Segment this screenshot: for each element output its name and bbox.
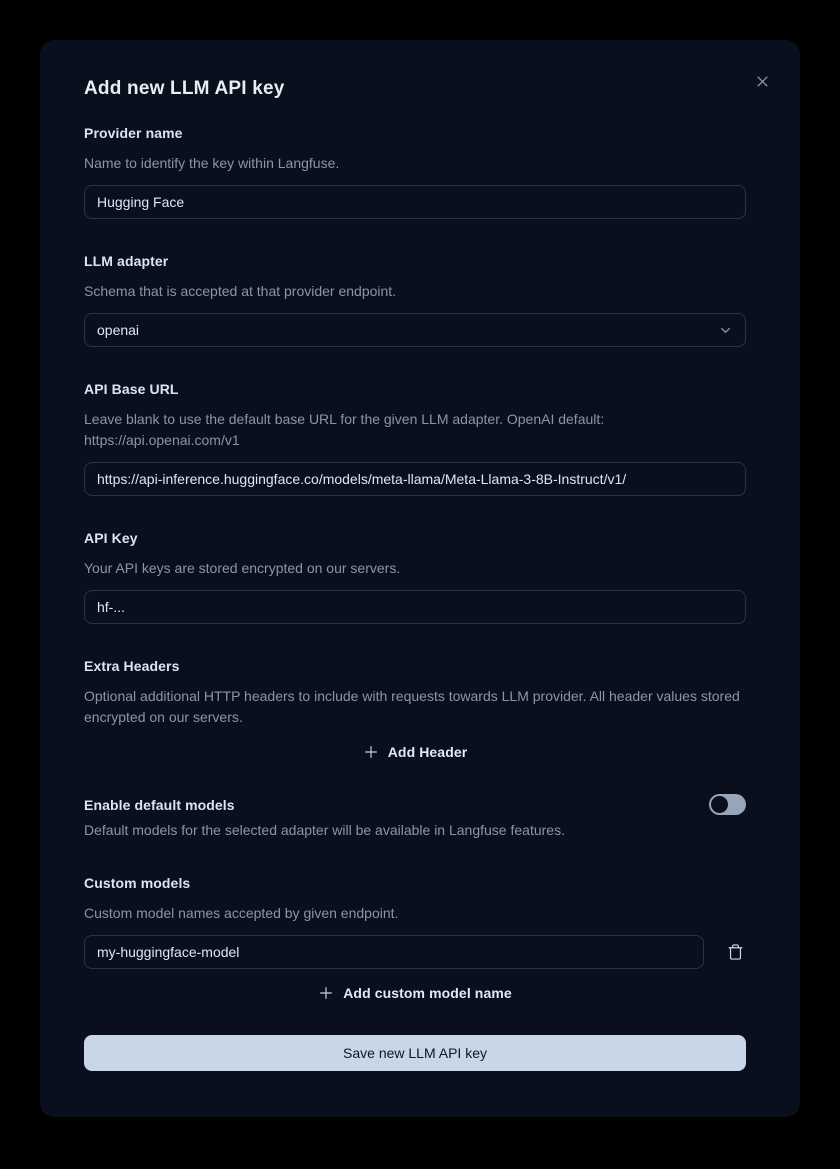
api-base-url-description: Leave blank to use the default base URL for the given LLM adapter. OpenAI default: https://api.openai.com/v1 xyxy=(84,411,605,448)
close-button[interactable] xyxy=(751,70,774,93)
chevron-down-icon xyxy=(718,323,733,338)
provider-name-input[interactable] xyxy=(84,185,746,219)
enable-default-models-toggle[interactable] xyxy=(709,794,746,815)
llm-adapter-field xyxy=(84,253,746,347)
modal-title: Add new LLM API key xyxy=(84,78,285,99)
delete-custom-model-button[interactable] xyxy=(725,941,746,963)
llm-adapter-selected-value: openai xyxy=(97,322,140,338)
llm-adapter-description: Schema that is accepted at that provider endpoint. xyxy=(84,283,397,299)
add-header-button-label: Add Header xyxy=(387,744,468,760)
extra-headers-field xyxy=(84,658,746,760)
extra-headers-description: Optional additional HTTP headers to include with requests towards LLM provider. All header values stored encrypted on our servers. xyxy=(84,688,740,725)
provider-name-field xyxy=(84,125,746,219)
api-base-url-label: API Base URL xyxy=(84,381,179,397)
api-key-description: Your API keys are stored encrypted on our servers. xyxy=(84,560,401,576)
add-header-button[interactable] xyxy=(363,744,468,760)
provider-name-description: Name to identify the key within Langfuse. xyxy=(84,155,340,171)
enable-default-models-field xyxy=(84,794,746,841)
enable-default-models-label: Enable default models xyxy=(84,796,235,813)
api-key-field xyxy=(84,530,746,624)
plus-icon xyxy=(318,985,334,1001)
enable-default-models-description: Default models for the selected adapter will be available in Langfuse features. xyxy=(84,822,565,838)
save-button[interactable]: Save new LLM API key xyxy=(84,1035,746,1071)
add-llm-api-key-modal xyxy=(40,40,800,1117)
custom-models-description: Custom model names accepted by given endpoint. xyxy=(84,905,399,921)
extra-headers-label: Extra Headers xyxy=(84,658,180,674)
toggle-thumb xyxy=(711,796,728,813)
api-key-label: API Key xyxy=(84,530,138,546)
trash-icon xyxy=(727,943,744,961)
close-icon xyxy=(755,74,770,89)
custom-models-field xyxy=(84,875,746,1001)
api-base-url-input[interactable] xyxy=(84,462,746,496)
custom-model-input[interactable] xyxy=(84,935,704,969)
api-key-input[interactable] xyxy=(84,590,746,624)
llm-adapter-label: LLM adapter xyxy=(84,253,169,269)
provider-name-label: Provider name xyxy=(84,125,183,141)
plus-icon xyxy=(363,744,379,760)
add-custom-model-button-label: Add custom model name xyxy=(343,985,512,1001)
llm-adapter-select[interactable] xyxy=(84,313,746,347)
custom-models-label: Custom models xyxy=(84,875,191,891)
add-custom-model-button[interactable] xyxy=(318,985,512,1001)
api-base-url-field xyxy=(84,381,746,496)
